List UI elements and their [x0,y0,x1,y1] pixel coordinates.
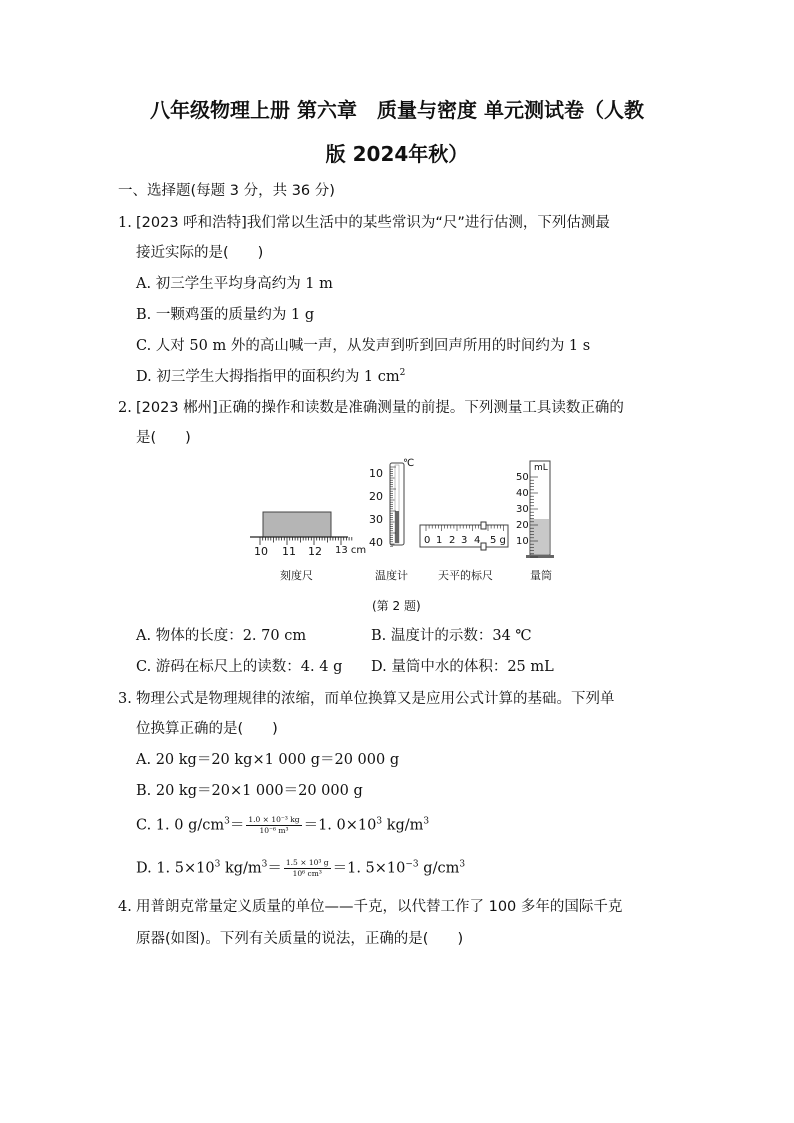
title-line-2: 版 2024年秋） [325,142,469,166]
q3-number: 3. [118,691,132,707]
q3-d-unit2: g/cm [418,860,460,877]
balance-tick-4: 4 [474,535,481,546]
q3-c-sup2: 3 [376,816,383,827]
cyl-tick-10: 10 [516,536,529,547]
q1-option-b: B. 一颗鸡蛋的质量约为 1 g [136,307,315,323]
q3-option-c [136,815,429,836]
ruler-label: 刻度尺 [280,569,313,582]
q4-stem-line1: 用普朗克常量定义质量的单位——千克，以代替工作了 100 多年的国际千克 [136,899,623,915]
q2-option-d: D. 量筒中水的体积：25 mL [371,659,554,675]
ruler-tick-12: 12 [308,545,322,558]
balance-rider-bottom [481,543,486,550]
q3-option-d [136,858,465,879]
balance-tick-0: 0 [424,535,431,546]
balance-tick-5: 5 g [490,535,506,546]
cylinder-unit: mL [534,463,548,473]
q3-c-unit: kg/m [382,817,424,834]
q3-d-eq1: ＝ [267,860,282,877]
q3-c-eq1: ＝ [229,817,245,834]
q2-figure [240,455,570,587]
q2-stem-line2: 是( ) [136,430,191,446]
q3-d-sup3: −3 [405,859,419,870]
q3-option-a: A. 20 kg＝20 kg×1 000 g＝20 000 g [136,752,400,768]
q1-stem-line1: [2023 呼和浩特]我们常以生活中的某些常识为“尺”进行估测，下列估测最 [136,215,610,231]
q3-c-sup3: 3 [423,816,430,827]
q1-option-d [136,367,405,387]
q1-option-d-sup: 2 [399,368,406,379]
q2-number: 2. [118,400,132,416]
q3-c-denominator: 10⁻⁶ m³ [259,826,289,835]
q2-stem-line1: [2023 郴州]正确的操作和读数是准确测量的前提。下列测量工具读数正确的 [136,400,624,416]
q3-stem-line1: 物理公式是物理规律的浓缩，而单位换算又是应用公式计算的基础。下列单 [136,691,615,707]
ruler-tick-13: 13 cm [335,545,367,556]
q3-d-denominator: 10⁶ cm³ [292,869,322,878]
q4-stem-line2: 原器(如图)。下列有关质量的说法，正确的是( ) [136,931,464,947]
q2-option-b: B. 温度计的示数：34 ℃ [371,628,532,644]
balance-rider-top [481,522,486,529]
cylinder-base [526,555,554,558]
q3-c-sup1: 3 [224,816,230,827]
q1-number: 1. [118,215,132,231]
q3-d-numerator: 1.5 × 10³ g [285,858,329,867]
q3-d-unit1: kg/m [220,860,262,877]
thermo-tick-30: 30 [369,513,383,526]
cylinder-diagram [526,461,554,558]
thermo-tick-40: 40 [369,536,383,549]
thermometer-liquid [395,511,399,543]
q3-d-fraction [284,858,331,879]
q1-option-c: C. 人对 50 m 外的高山喊一声，从发声到听到回声所用的时间约为 1 s [136,338,591,354]
ruler-object-block [263,512,331,537]
ruler-tick-11: 11 [282,545,296,558]
q3-c-prefix: C. 1. 0 g/cm [136,817,225,834]
thermometer-label: 温度计 [375,569,408,582]
q3-d-eq2: ＝1. 5×10 [332,860,406,877]
q3-c-numerator: 1.0 × 10⁻³ kg [248,815,300,824]
q3-c-eq2: ＝1. 0×10 [303,817,377,834]
cyl-tick-30: 30 [516,504,529,515]
section-heading: 一、选择题(每题 3 分，共 36 分) [118,183,335,199]
q2-option-a: A. 物体的长度：2. 70 cm [136,628,307,644]
cyl-tick-50: 50 [516,472,529,483]
balance-label: 天平的标尺 [438,569,493,582]
thermo-tick-10: 10 [369,467,383,480]
q1-option-a: A. 初三学生平均身高约为 1 m [136,276,333,292]
q3-d-sup2: 3 [261,859,268,870]
ruler-tick-10: 10 [254,545,268,558]
cylinder-label: 量筒 [530,569,552,582]
q3-d-prefix: D. 1. 5×10 [136,860,215,877]
q3-option-b: B. 20 kg＝20×1 000＝20 000 g [136,783,363,799]
thermometer-diagram [390,463,404,546]
q2-option-c: C. 游码在标尺上的读数：4. 4 g [136,659,343,675]
balance-tick-1: 1 [436,535,443,546]
q1-stem-line2: 接近实际的是( ) [136,245,264,261]
q3-d-sup1: 3 [214,859,221,870]
q4-number: 4. [118,899,132,915]
thermo-tick-20: 20 [369,490,383,503]
ruler-diagram [250,512,352,545]
ruler-minor-ticks [260,537,352,545]
q1-option-d-text: D. 初三学生大拇指指甲的面积约为 1 cm [136,369,400,385]
q3-c-fraction [246,815,301,836]
cyl-tick-20: 20 [516,520,529,531]
q2-figure-caption: (第 2 题) [372,599,421,613]
title-line-1: 八年级物理上册 第六章 质量与密度 单元测试卷（人教 [150,98,644,122]
cylinder-water [531,519,549,554]
balance-tick-3: 3 [461,535,468,546]
cyl-tick-40: 40 [516,488,529,499]
balance-tick-2: 2 [449,535,456,546]
q3-stem-line2: 位换算正确的是( ) [136,721,278,737]
thermometer-unit: ℃ [403,458,415,469]
q3-d-sup4: 3 [459,859,466,870]
